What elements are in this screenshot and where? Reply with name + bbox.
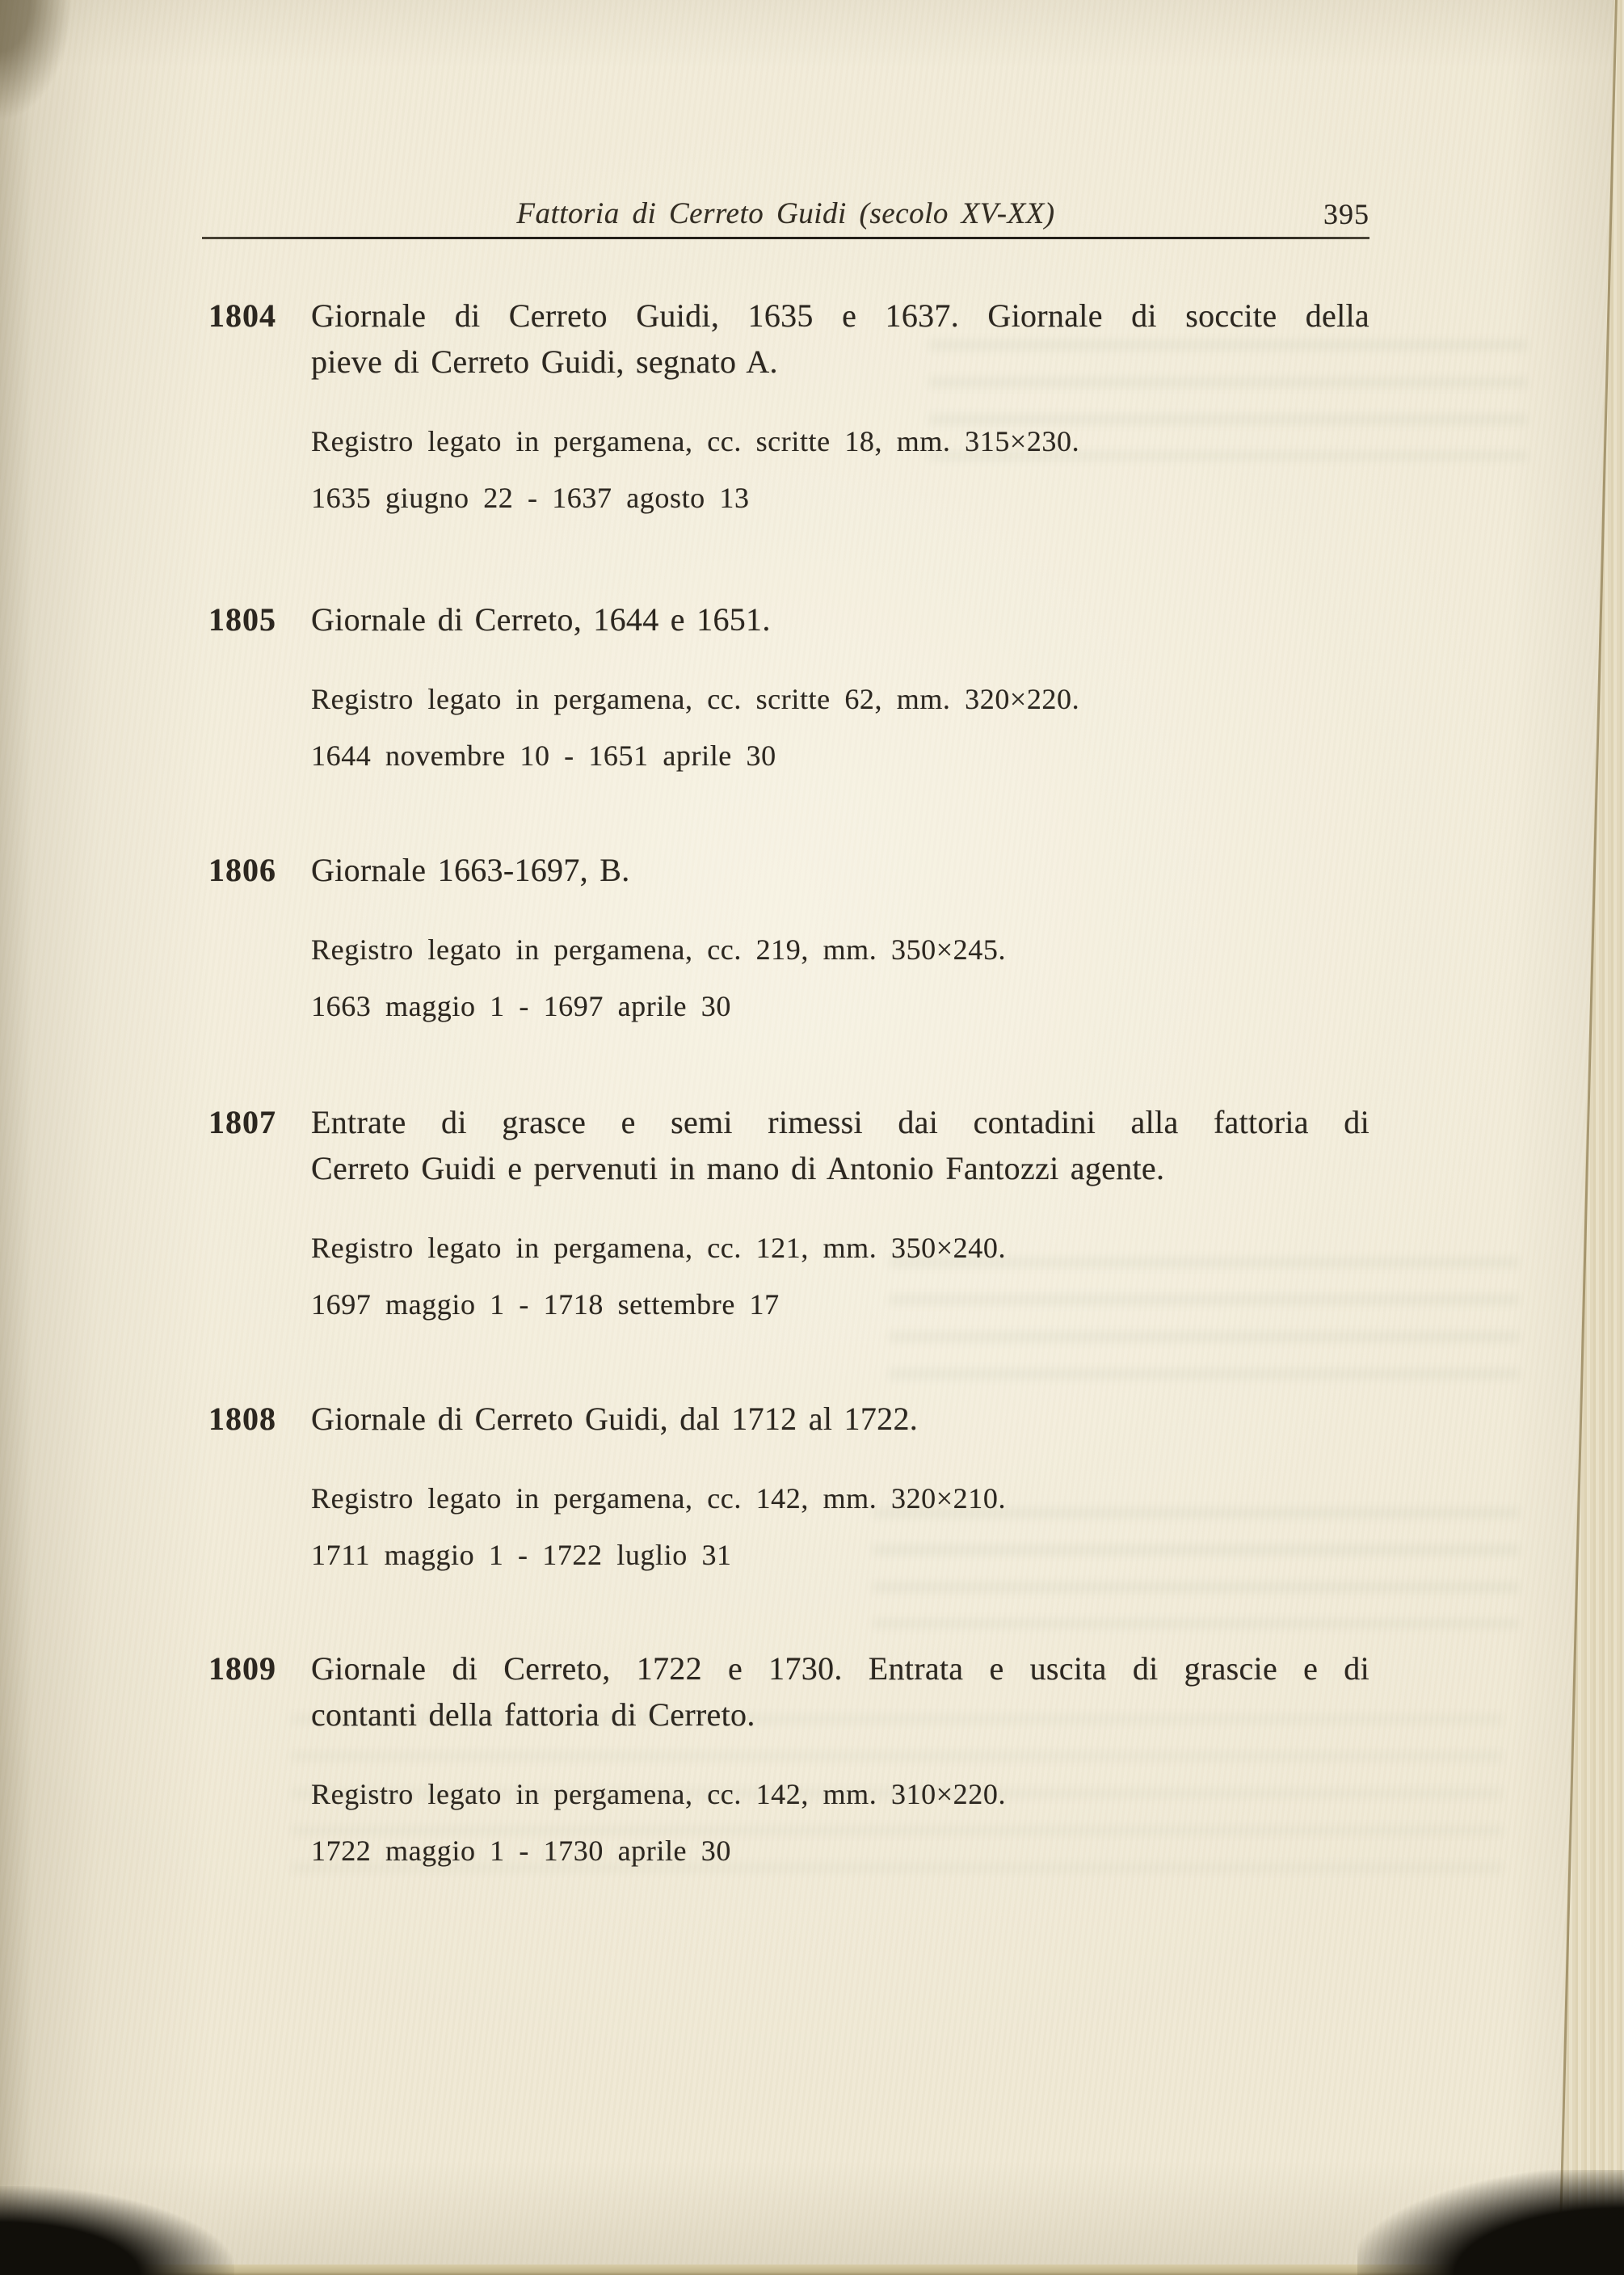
entry-title-line: pieve di Cerreto Guidi, segnato A.	[311, 343, 778, 380]
entry-dates: 1697 maggio 1 - 1718 settembre 17	[311, 1288, 780, 1321]
catalog-entry	[208, 1645, 1369, 1867]
entry-title	[311, 1099, 1369, 1191]
entry-body	[311, 293, 1369, 514]
entry-title	[311, 293, 1369, 385]
entry-dates: 1644 novembre 10 - 1651 aprile 30	[311, 739, 776, 772]
catalog-entry	[208, 596, 1369, 772]
entry-title	[311, 1396, 1369, 1442]
page-header	[202, 196, 1369, 234]
entry-title	[311, 596, 1369, 642]
entry-format: Registro legato in pergamena, cc. scritte 18, mm. 315×230.	[311, 425, 1080, 457]
scan-shadow-corner	[0, 0, 73, 121]
entry-title-line: Cerreto Guidi e pervenuti in mano di Antonio Fantozzi agente.	[311, 1150, 1165, 1186]
catalog-entry	[208, 1099, 1369, 1321]
entry-format: Registro legato in pergamena, cc. 142, mm. 320×210.	[311, 1482, 1007, 1515]
entry-number: 1804	[208, 297, 276, 334]
entry-number: 1809	[208, 1650, 276, 1687]
entry-format: Registro legato in pergamena, cc. 121, mm. 350×240.	[311, 1232, 1007, 1264]
entry-title-line: Giornale di Cerreto Guidi, 1635 e 1637. Giornale di soccite della	[311, 297, 1369, 334]
entry-title-line: Giornale 1663-1697, B.	[311, 852, 630, 888]
page-number: 395	[1323, 198, 1369, 230]
entry-body	[311, 1645, 1369, 1867]
entry-title-line: contanti della fattoria di Cerreto.	[311, 1696, 755, 1733]
entry-title-line: Giornale di Cerreto, 1722 e 1730. Entrata e uscita di grascie e di	[311, 1650, 1369, 1687]
entry-number: 1806	[208, 852, 276, 888]
entry-body	[311, 1396, 1369, 1571]
scan-shadow-corner	[1357, 2170, 1624, 2275]
running-title: Fattoria di Cerreto Guidi (secolo XV-XX)	[516, 197, 1055, 230]
catalog-entry	[208, 293, 1369, 514]
entry-title	[311, 1645, 1369, 1738]
entry-body	[311, 1099, 1369, 1321]
entry-title-line: Giornale di Cerreto Guidi, dal 1712 al 1722.	[311, 1401, 919, 1437]
entry-number: 1807	[208, 1104, 276, 1140]
entry-format: Registro legato in pergamena, cc. 219, mm. 350×245.	[311, 933, 1007, 966]
entry-dates: 1663 maggio 1 - 1697 aprile 30	[311, 990, 731, 1022]
entry-body	[311, 847, 1369, 1022]
entry-title-line: Giornale di Cerreto, 1644 e 1651.	[311, 601, 771, 638]
entry-dates: 1722 maggio 1 - 1730 aprile 30	[311, 1835, 731, 1867]
entry-dates: 1635 giugno 22 - 1637 agosto 13	[311, 482, 750, 514]
catalog-entry	[208, 1396, 1369, 1571]
header-rule	[202, 237, 1369, 239]
entry-title	[311, 847, 1369, 893]
entry-body	[311, 596, 1369, 772]
entry-title-line: Entrate di grasce e semi rimessi dai contadini alla fattoria di	[311, 1104, 1369, 1140]
entry-number: 1808	[208, 1401, 276, 1437]
catalog-entry	[208, 847, 1369, 1022]
entry-format: Registro legato in pergamena, cc. scritte 62, mm. 320×220.	[311, 683, 1080, 715]
scan-shadow-corner	[0, 2186, 234, 2275]
entry-number: 1805	[208, 601, 276, 638]
entry-format: Registro legato in pergamena, cc. 142, mm. 310×220.	[311, 1778, 1007, 1810]
entry-dates: 1711 maggio 1 - 1722 luglio 31	[311, 1539, 732, 1571]
